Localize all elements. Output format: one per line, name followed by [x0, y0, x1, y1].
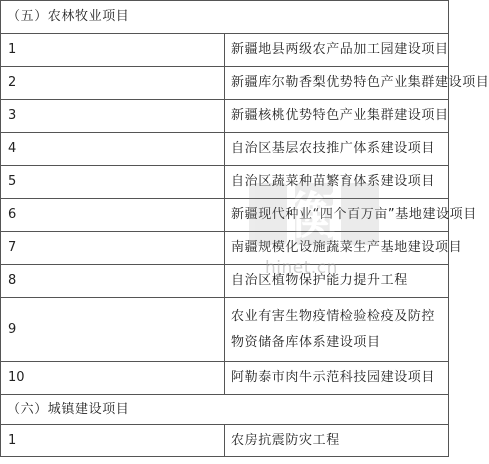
table-row — [1, 133, 449, 166]
watermark-logo-glyph: 衡 — [290, 187, 340, 245]
project-name: 自治区基层农技推广体系建设项目 — [225, 133, 449, 166]
project-name: 自治区蔬菜种苗繁育体系建设项目 — [225, 166, 449, 199]
row-number: 4 — [1, 133, 225, 166]
project-name: 南疆规模化设施蔬菜生产基地建设项目 — [225, 232, 449, 265]
section-heading-row — [1, 1, 449, 34]
table-row — [1, 362, 449, 395]
project-name: 新疆库尔勒香梨优势特色产业集群建设项目 — [225, 67, 449, 100]
project-name: 阿勒泰市肉牛示范科技园建设项目 — [225, 362, 449, 395]
row-number: 9 — [1, 298, 225, 362]
section-heading-row — [1, 395, 449, 425]
section-heading: （六）城镇建设项目 — [1, 395, 449, 425]
row-number: 5 — [1, 166, 225, 199]
project-name: 新疆现代种业“四个百万亩”基地建设项目 — [225, 199, 449, 232]
table-row — [1, 166, 449, 199]
row-number: 1 — [1, 34, 225, 67]
watermark-site-text: hjnet.cn — [265, 258, 338, 278]
row-number: 8 — [1, 265, 225, 298]
row-number: 1 — [1, 425, 225, 457]
row-number: 10 — [1, 362, 225, 395]
row-number: 2 — [1, 67, 225, 100]
section-heading: （五）农林牧业项目 — [1, 1, 449, 34]
row-number: 7 — [1, 232, 225, 265]
row-number: 3 — [1, 100, 225, 133]
project-name: 农房抗震防灾工程 — [225, 425, 449, 457]
project-name: 新疆核桃优势特色产业集群建设项目 — [225, 100, 449, 133]
project-name: 自治区植物保护能力提升工程 — [225, 265, 449, 298]
project-name: 农业有害生物疫情检验检疫及防控物资储备库体系建设项目 — [225, 298, 449, 362]
table-row — [1, 298, 449, 362]
table-row — [1, 199, 449, 232]
table-row — [1, 232, 449, 265]
table-row — [1, 67, 449, 100]
project-name: 新疆地县两级农产品加工园建设项目 — [225, 34, 449, 67]
table-row — [1, 34, 449, 67]
table-row — [1, 265, 449, 298]
row-number: 6 — [1, 199, 225, 232]
table-row — [1, 425, 449, 457]
table-row — [1, 100, 449, 133]
